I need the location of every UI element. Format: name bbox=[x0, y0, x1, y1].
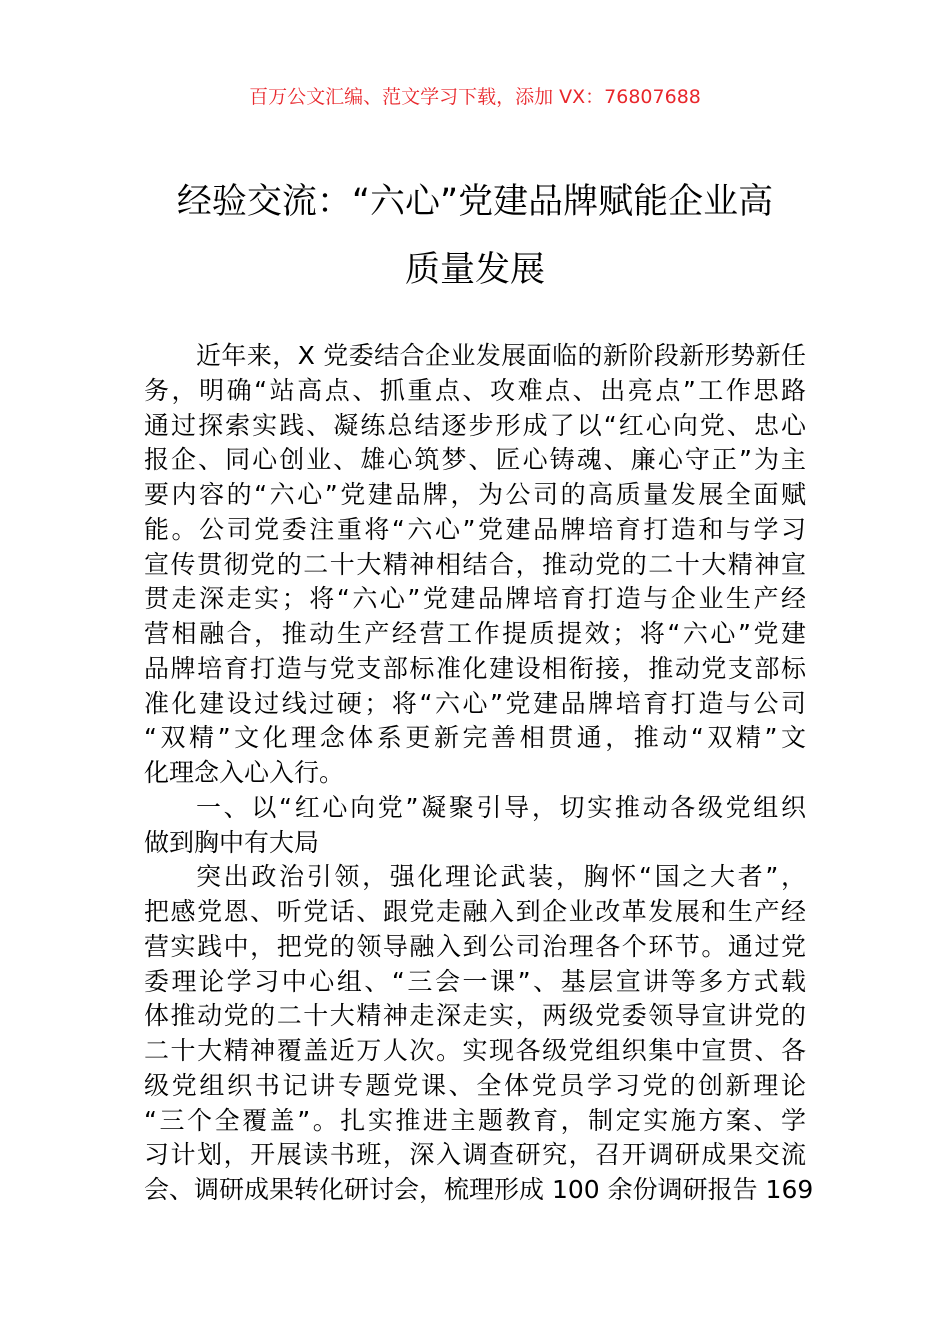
text-line: 级党组织书记讲专题党课、全体党员学习党的创新理论 bbox=[144, 1070, 806, 1100]
text-line: 委理论学习中心组、“三会一课”、基层宣讲等多方式载 bbox=[144, 966, 806, 996]
text-line: 营实践中，把党的领导融入到公司治理各个环节。通过党 bbox=[144, 931, 806, 961]
paragraph bbox=[144, 860, 814, 1208]
text-line: 宣传贯彻党的二十大精神相结合，推动党的二十大精神宣 bbox=[144, 549, 806, 579]
document-body bbox=[144, 339, 814, 1208]
text-line: 贯走深走实；将“六心”党建品牌培育打造与企业生产经 bbox=[144, 584, 806, 614]
text-line: 要内容的“六心”党建品牌，为公司的高质量发展全面赋 bbox=[144, 480, 806, 509]
text-line: 营相融合，推动生产经营工作提质提效；将“六心”党建 bbox=[144, 619, 806, 648]
text-line: 做到胸中有大局 bbox=[144, 827, 320, 857]
text-line: 二十大精神覆盖近万人次。实现各级党组织集中宣贯、各 bbox=[144, 1036, 806, 1065]
text-line: 报企、同心创业、雄心筑梦、匠心铸魂、廉心守正”为主 bbox=[144, 445, 806, 475]
text-line: 一、以“红心向党”凝聚引导，切实推动各级党组织 bbox=[196, 792, 806, 822]
text-line: 会、调研成果转化研讨会，梳理形成 100 余份调研报告 169 bbox=[144, 1175, 814, 1204]
text-line: 化理念入心入行。 bbox=[144, 758, 345, 787]
text-line: 能。公司党委注重将“六心”党建品牌培育打造和与学习 bbox=[144, 514, 806, 544]
watermark-header: 百万公文汇编、范文学习下载，添加 VX：76807688 bbox=[249, 86, 701, 108]
text-line: “双精”文化理念体系更新完善相贯通，推动“双精”文 bbox=[144, 723, 806, 753]
text-line: 通过探索实践、凝练总结逐步形成了以“红心向党、忠心 bbox=[144, 410, 806, 440]
paragraph bbox=[144, 339, 806, 791]
document-title-line-2: 质量发展 bbox=[404, 250, 545, 290]
text-line: 习计划，开展读书班，深入调查研究，召开调研成果交流 bbox=[144, 1140, 806, 1170]
text-line: 务，明确“站高点、抓重点、攻难点、出亮点”工作思路 bbox=[144, 375, 806, 405]
text-line: “三个全覆盖”。扎实推进主题教育，制定实施方案、学 bbox=[144, 1105, 806, 1135]
text-line: 体推动党的二十大精神走深走实，两级党委领导宣讲党的 bbox=[144, 1001, 806, 1031]
paragraph bbox=[144, 791, 806, 861]
document-title-line-1: 经验交流：“六心”党建品牌赋能企业高 bbox=[176, 182, 774, 222]
text-line: 把感党恩、听党话、跟党走融入到企业改革发展和生产经 bbox=[144, 897, 806, 926]
text-line: 品牌培育打造与党支部标准化建设相衔接，推动党支部标 bbox=[144, 653, 806, 683]
text-line: 突出政治引领，强化理论武装，胸怀“国之大者”， bbox=[196, 862, 806, 892]
text-line: 准化建设过线过硬；将“六心”党建品牌培育打造与公司 bbox=[144, 688, 806, 718]
text-line: 近年来，X 党委结合企业发展面临的新阶段新形势新任 bbox=[196, 341, 806, 370]
